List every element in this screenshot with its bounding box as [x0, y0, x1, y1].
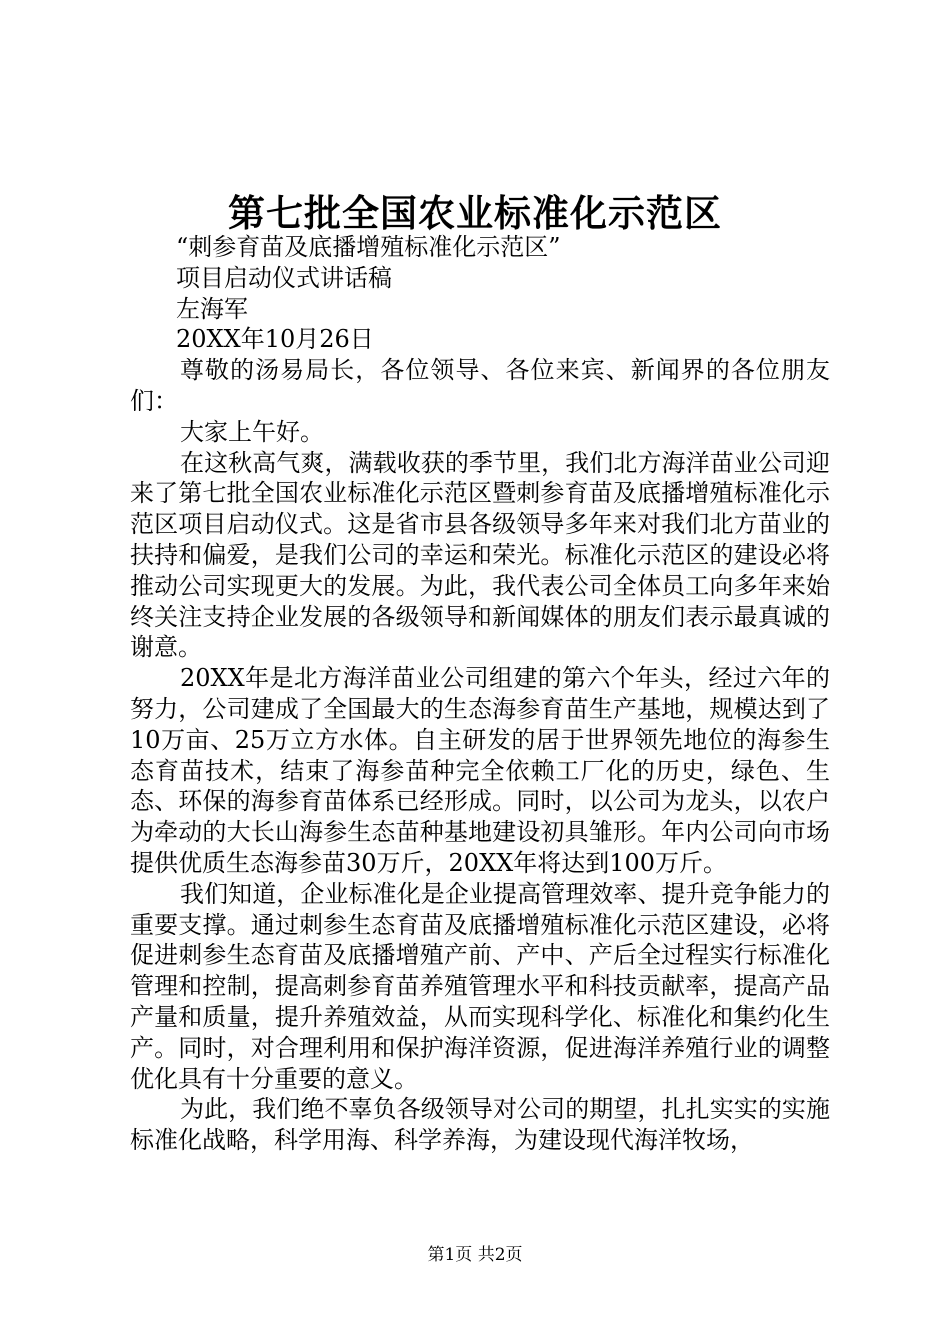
salutation-paragraph: 尊敬的汤易局长，各位领导、各位来宾、新闻界的各位朋友们： — [130, 356, 830, 415]
date-line: 20XX年10月26日 — [176, 325, 374, 354]
subtitle-line: “刺参育苗及底播增殖标准化示范区” — [176, 233, 561, 261]
body-paragraph: 20XX年是北方海洋苗业公司组建的第六个年头，经过六年的努力，公司建成了全国最大的生态海参育苗生产基地，规模达到了10万亩、25万立方水体。自主研发的居于世界领先地位的海参生态育苗技术，结束了海参苗种完全依赖工厂化的历史，绿色、生态、环保的海参育苗体系已经形成。同时，以公司为龙头，以农户为牵动的大长山海参生态苗种基地建设初具雏形。年内公司向市场提供优质生态海参苗30万斤，20XX年将达到100万斤。 — [130, 664, 830, 877]
body-paragraph: 在这秋高气爽，满载收获的季节里，我们北方海洋苗业公司迎来了第七批全国农业标准化示范区暨刺参育苗及底播增殖标准化示范区项目启动仪式。这是省市县各级领导多年来对我们北方苗业的扶持和偏爱，是我们公司的幸运和荣光。标准化示范区的建设必将推动公司实现更大的发展。为此，我代表公司全体员工向多年来始终关注支持企业发展的各级领导和新闻媒体的朋友们表示最真诚的谢意。 — [130, 448, 830, 662]
author-line: 左海军 — [176, 294, 248, 323]
document-body — [130, 232, 830, 1156]
page-footer: 第1页 共2页 — [427, 1245, 523, 1265]
subtitle-line: 项目启动仪式讲话稿 — [176, 263, 392, 292]
document-title: 第七批全国农业标准化示范区 — [228, 191, 722, 235]
greeting-paragraph: 大家上午好。 — [180, 417, 324, 446]
body-paragraph: 为此，我们绝不辜负各级领导对公司的期望，扎扎实实的实施标准化战略，科学用海、科学养海，为建设现代海洋牧场， — [130, 1095, 830, 1155]
body-paragraph: 我们知道，企业标准化是企业提高管理效率、提升竞争能力的重要支撑。通过刺参生态育苗及底播增殖标准化示范区建设，必将促进刺参生态育苗及底播增殖产前、产中、产后全过程实行标准化管理和控制，提高刺参育苗养殖管理水平和科技贡献率，提高产品产量和质量，提升养殖效益，从而实现科学化、标准化和集约化生产。同时，对合理利用和保护海洋资源，促进海洋养殖行业的调整优化具有十分重要的意义。 — [130, 879, 830, 1093]
